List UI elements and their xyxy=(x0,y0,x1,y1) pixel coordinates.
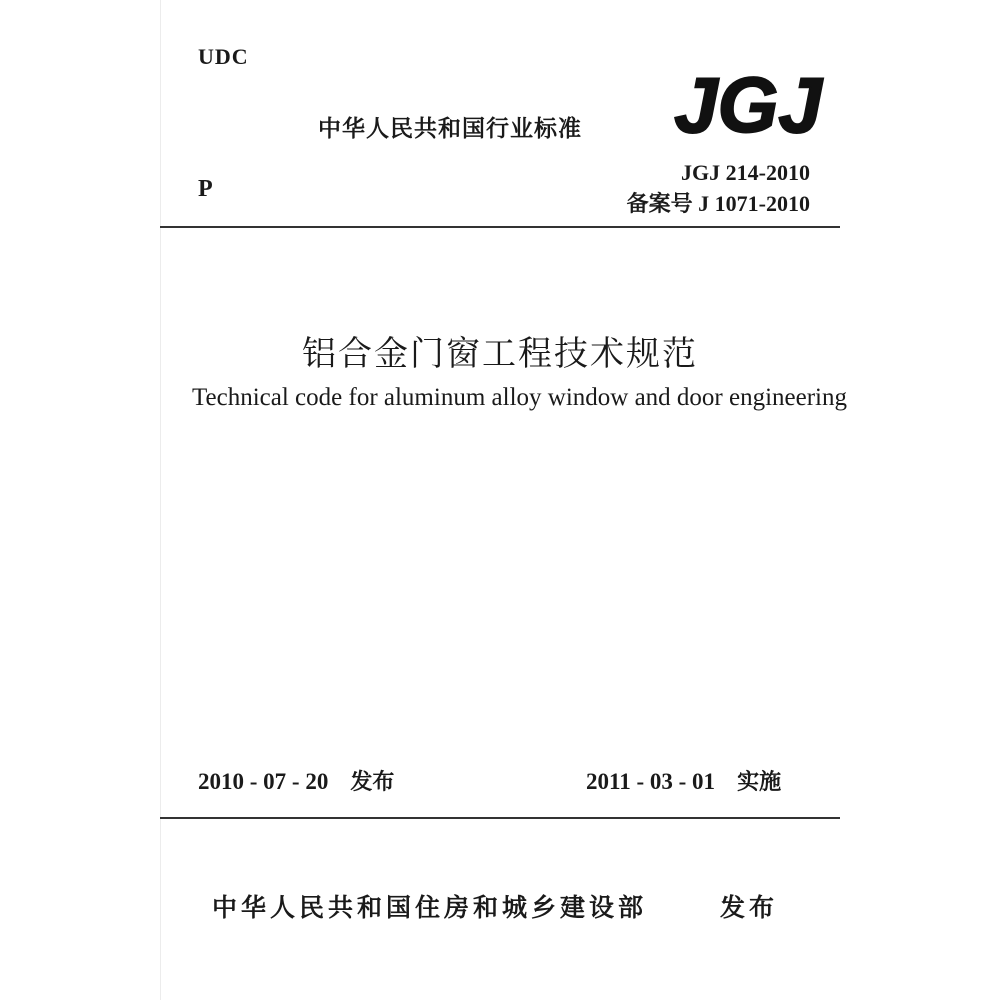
implement-label: 实施 xyxy=(737,770,782,795)
issue-date-block xyxy=(198,765,394,796)
jgj-logo-text: JGJ xyxy=(674,61,822,149)
classification-code: P xyxy=(198,176,213,202)
issue-date: 2010 - 07 - 20 xyxy=(198,769,329,794)
top-divider xyxy=(160,226,840,228)
standard-series-title: 中华人民共和国行业标准 xyxy=(318,116,582,142)
implement-date: 2011 - 03 - 01 xyxy=(586,769,716,794)
bottom-divider xyxy=(160,817,840,819)
udc-label: UDC xyxy=(198,44,249,69)
jgj-logo xyxy=(674,61,822,149)
issuing-authority: 中华人民共和国住房和城乡建设部 xyxy=(212,893,648,922)
issuing-label: 发布 xyxy=(720,893,779,922)
document-title-chinese: 铝合金门窗工程技术规范 xyxy=(302,334,698,374)
implement-date-block xyxy=(586,765,781,796)
page-edge-line xyxy=(160,0,161,1000)
document-title-english: Technical code for aluminum alloy window and door engineering xyxy=(192,384,847,411)
standard-code: JGJ 214-2010 xyxy=(681,160,810,185)
record-number: 备案号 J 1071-2010 xyxy=(626,191,810,216)
issue-label: 发布 xyxy=(350,770,395,795)
